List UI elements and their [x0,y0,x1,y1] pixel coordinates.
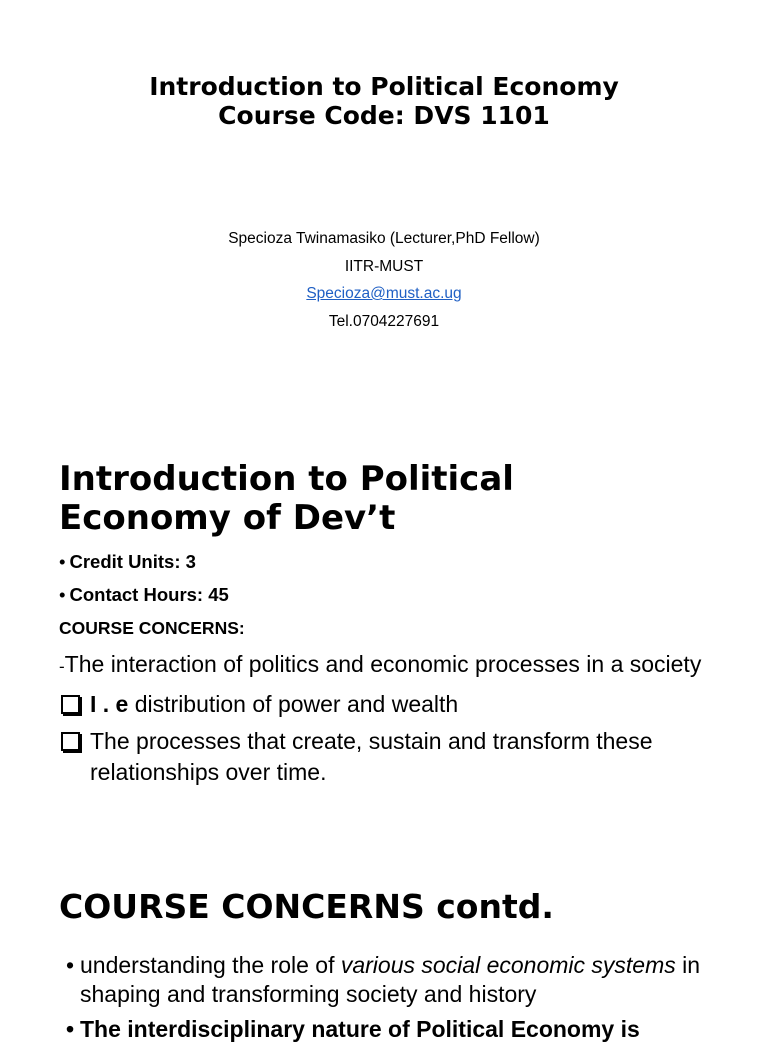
slide-2 [0,430,768,850]
email-link[interactable]: Specioza@must.ac.ug [306,285,462,302]
bullet-text: Credit Units: 3 [69,551,196,572]
lecturer-info [0,228,768,338]
slide-1 [0,0,768,430]
slide-3 [0,850,768,1042]
bullet-dot: • [59,551,66,572]
box-item-text: distribution of power and wealth [128,691,459,717]
box-item-distribution [59,689,739,720]
slide-2-content [59,548,739,788]
item-text: in shaping and transforming society and history [80,952,701,1007]
slide-2-title-line-1: Introduction to Political [59,459,514,499]
lecturer-name: Specioza Twinamasiko (Lecturer,PhD Fellow) [228,230,540,247]
bullet-credit-units [59,548,739,581]
bullet-contact-hours [59,581,739,614]
course-title: Introduction to Political Economy [149,72,619,101]
phone-number: Tel.0704227691 [328,312,440,330]
box-item-processes [59,726,739,788]
list-item [66,1015,726,1044]
dash: - [59,657,65,676]
concerns-heading: COURSE CONCERNS: [59,618,245,638]
concern-text-body: The interaction of politics and economic processes in a society [64,651,702,677]
box-item-bold: I . e [90,691,129,717]
box-item-text: The processes that create, sustain and transform these relationships over time. [90,728,653,785]
bullet-dot: • [66,952,75,978]
course-code: Course Code: DVS 1101 [218,101,550,130]
institution: IITR-MUST [344,257,424,275]
slide-2-title [59,460,739,538]
item-text: understanding the role of [80,952,341,978]
bullet-dot: • [59,584,66,605]
slide-2-title-line-2: Economy of Dev’t [59,498,396,538]
bullet-dot: • [66,1016,75,1042]
slide-1-title [0,72,768,130]
bullet-text: Contact Hours: 45 [69,584,229,605]
item-text: The interdisciplinary nature of Political Economy is [80,1016,640,1042]
concern-text [59,648,739,683]
item-italic: various social economic systems [340,952,676,978]
list-item [66,951,726,1009]
slide-3-content [66,951,726,1044]
slide-3-title: COURSE CONCERNS contd. [59,887,554,926]
checkbox-square-icon [61,695,80,714]
checkbox-square-icon [61,732,80,751]
